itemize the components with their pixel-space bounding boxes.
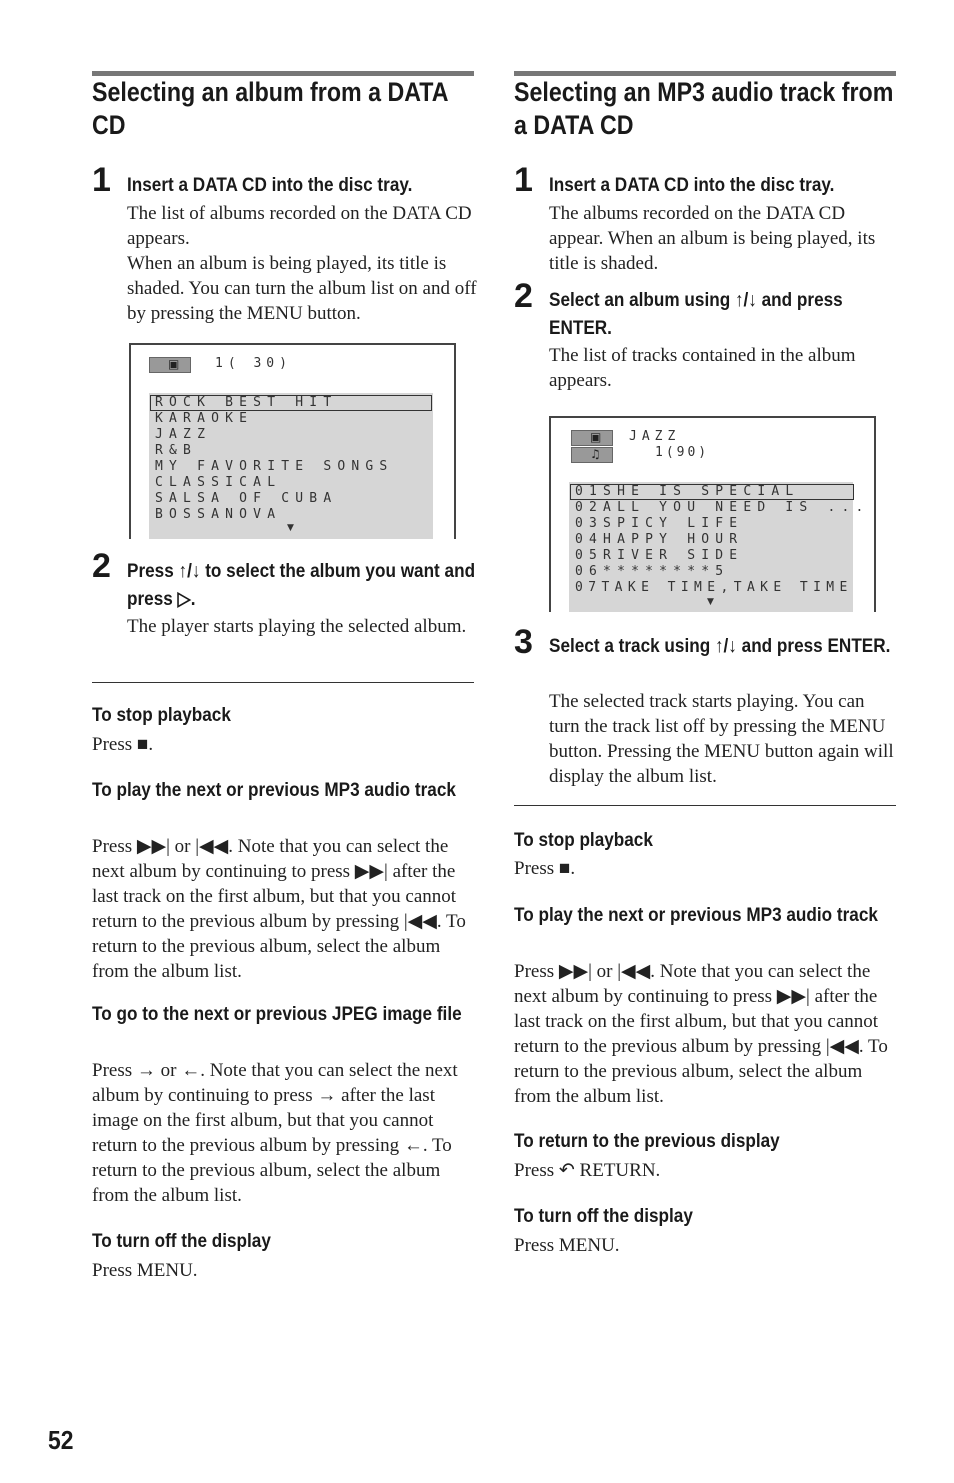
paragraph: Press → or ←. Note that you can select the next album by continuing to press → after the last image on the first album, but that you cannot return to the previous album by pressing ←. To return to the previous album, select the album from the album list. xyxy=(92,1060,458,1206)
step-heading: Insert a DATA CD into the disc tray. xyxy=(127,174,413,196)
subheading: To play the next or previous MP3 audio track xyxy=(514,904,878,926)
step-number: 2 xyxy=(92,547,111,585)
step-text: The albums recorded on the DATA CD appear. When an album is being played, its title is shaded. xyxy=(549,203,876,274)
step-heading: Press ↑/↓ to select the album you want and press ▷. xyxy=(127,560,476,610)
list-item[interactable]: JAZZ xyxy=(155,427,212,442)
scroll-down-icon: ▼ xyxy=(707,597,714,607)
section-title: Selecting an MP3 audio track from a DATA CD xyxy=(514,77,894,140)
paragraph: Press ▶▶| or |◀◀. Note that you can select the next album by continuing to press ▶▶| after the last track on the first album, but that you cannot return to the previous album by pressing |◀◀. To return to the previous album, select the album from the album list. xyxy=(92,836,466,982)
divider xyxy=(514,805,896,806)
step-heading: Select a track using ↑/↓ and press ENTER. xyxy=(549,635,891,657)
paragraph: Press MENU. xyxy=(514,1235,620,1256)
paragraph: Press ■. xyxy=(514,858,576,879)
folder-icon: ▣ xyxy=(149,357,191,373)
list-item[interactable]: SALSA OF CUBA xyxy=(155,491,338,506)
paragraph: Press ↶ RETURN. xyxy=(514,1160,661,1181)
scroll-down-icon: ▼ xyxy=(287,523,294,533)
paragraph: Press ▶▶| or |◀◀. Note that you can select the next album by continuing to press ▶▶| after the last track on the first album, but that you cannot return to the previous album by pressing |◀◀. To return to the previous album, select the album from the album list. xyxy=(514,961,888,1107)
list-item[interactable]: R&B xyxy=(155,443,198,458)
step-number: 2 xyxy=(514,277,533,315)
step-text: The list of albums recorded on the DATA CD appears. xyxy=(127,203,472,249)
list-item[interactable]: 04HAPPY HOUR xyxy=(575,532,744,547)
folder-icon: ▣ xyxy=(571,430,613,446)
step-heading: Insert a DATA CD into the disc tray. xyxy=(549,174,835,196)
list-item[interactable]: MY FAVORITE SONGS xyxy=(155,459,394,474)
step-text: The player starts playing the selected album. xyxy=(127,616,467,637)
music-note-icon: ♫ xyxy=(571,447,613,463)
subheading: To turn off the display xyxy=(514,1205,693,1227)
list-item[interactable]: ROCK BEST HIT xyxy=(155,395,338,410)
step-number: 1 xyxy=(92,161,111,199)
section-title: Selecting an album from a DATA CD xyxy=(92,77,448,140)
album-count: 1( 30) xyxy=(215,356,292,371)
step-text: When an album is being played, its title is shaded. You can turn the album list on and off by pressing the MENU button. xyxy=(127,253,477,324)
subheading: To play the next or previous MP3 audio track xyxy=(92,779,456,801)
step-heading: Select an album using ↑/↓ and press ENTER. xyxy=(549,289,843,339)
album-list-display xyxy=(129,343,456,539)
list-item[interactable]: KARAOKE xyxy=(155,411,254,426)
step-text: The selected track starts playing. You can turn the track list off by pressing the MENU button. Pressing the MENU button again will display the album list. xyxy=(549,691,894,787)
step-number: 3 xyxy=(514,623,533,661)
list-item[interactable]: CLASSICAL xyxy=(155,475,282,490)
subheading: To stop playback xyxy=(514,829,653,851)
list-item[interactable]: 07TAKE TIME,TAKE TIME xyxy=(575,580,853,595)
divider xyxy=(92,682,474,683)
paragraph: Press ■. xyxy=(92,734,154,755)
subheading: To return to the previous display xyxy=(514,1130,780,1152)
track-list xyxy=(569,482,870,612)
album-list xyxy=(149,393,433,539)
page-number: 52 xyxy=(48,1425,74,1455)
list-item[interactable]: 01SHE IS SPECIAL xyxy=(575,484,800,499)
track-count: 1(90) xyxy=(655,445,710,460)
list-item[interactable]: 05RIVER SIDE xyxy=(575,548,744,563)
list-item[interactable]: 03SPICY LIFE xyxy=(575,516,744,531)
step-number: 1 xyxy=(514,161,533,199)
list-item[interactable]: 02ALL YOU NEED IS ... xyxy=(575,500,870,515)
list-item[interactable]: 06********5 xyxy=(575,564,730,579)
list-item[interactable]: BOSSANOVA xyxy=(155,507,282,522)
paragraph: Press MENU. xyxy=(92,1260,198,1281)
subheading: To go to the next or previous JPEG image file xyxy=(92,1003,462,1025)
subheading: To stop playback xyxy=(92,704,231,726)
step-text: The list of tracks contained in the album appears. xyxy=(549,345,856,391)
album-name: JAZZ xyxy=(629,429,681,444)
subheading: To turn off the display xyxy=(92,1230,271,1252)
track-list-display xyxy=(549,416,876,612)
